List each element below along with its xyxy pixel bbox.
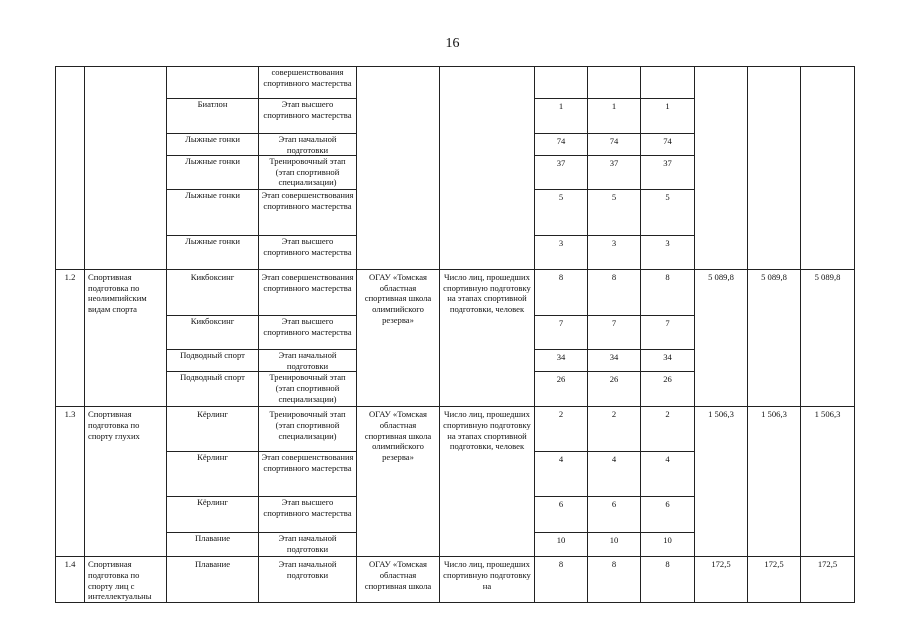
num-cell: [56, 67, 85, 270]
sport-cell: Кёрлинг: [167, 452, 259, 497]
value-cell: 26: [641, 372, 695, 407]
value-cell: 2: [588, 407, 641, 452]
funding-cell: 5 089,8: [748, 270, 801, 407]
funding-cell: 1 506,3: [801, 407, 855, 557]
value-cell: 8: [641, 557, 695, 603]
value-cell: 8: [535, 270, 588, 316]
stage-cell: Этап высшего спортивного мастерства: [259, 497, 357, 533]
table-row: [56, 67, 855, 99]
value-cell: 7: [588, 316, 641, 350]
value-cell: 10: [588, 533, 641, 557]
org-cell: ОГАУ «Томская областная спортивная школа: [357, 557, 440, 603]
table-row: [56, 270, 855, 316]
org-cell: [357, 67, 440, 270]
funding-cell: 5 089,8: [801, 270, 855, 407]
stage-cell: Тренировочный этап (этап спортивной специализации): [259, 407, 357, 452]
indicator-cell: [440, 67, 535, 270]
value-cell: 6: [641, 497, 695, 533]
value-cell: 7: [535, 316, 588, 350]
funding-cell: 172,5: [801, 557, 855, 603]
sport-cell: Лыжные гонки: [167, 156, 259, 190]
sport-cell: Лыжные гонки: [167, 134, 259, 156]
value-cell: [641, 67, 695, 99]
value-cell: 5: [641, 190, 695, 236]
indicator-cell: Число лиц, прошедших спортивную подготовку на этапах спортивной подготовки, человек: [440, 270, 535, 407]
funding-cell: 1 506,3: [695, 407, 748, 557]
funding-cell: 172,5: [695, 557, 748, 603]
table-row: [56, 407, 855, 452]
value-cell: 34: [641, 350, 695, 372]
sport-cell: Плавание: [167, 557, 259, 603]
value-cell: 2: [535, 407, 588, 452]
stage-cell: Этап начальной подготовки: [259, 557, 357, 603]
value-cell: 8: [535, 557, 588, 603]
value-cell: 6: [535, 497, 588, 533]
section-name: Спортивная подготовка по неолимпийским видам спорта: [85, 270, 167, 407]
sport-cell: Подводный спорт: [167, 372, 259, 407]
funding-cell: [748, 67, 801, 270]
value-cell: 34: [588, 350, 641, 372]
sport-cell: Биатлон: [167, 99, 259, 134]
value-cell: 37: [641, 156, 695, 190]
table-row: [56, 557, 855, 603]
value-cell: 8: [588, 270, 641, 316]
name-cell: [85, 67, 167, 270]
stage-cell: Этап высшего спортивного мастерства: [259, 236, 357, 270]
section-name: Спортивная подготовка по спорту глухих: [85, 407, 167, 557]
value-cell: 74: [535, 134, 588, 156]
value-cell: 1: [641, 99, 695, 134]
value-cell: 3: [588, 236, 641, 270]
value-cell: 37: [588, 156, 641, 190]
value-cell: [588, 67, 641, 99]
value-cell: 2: [641, 407, 695, 452]
value-cell: 8: [641, 270, 695, 316]
sports-plan-table: [55, 66, 855, 603]
value-cell: 10: [535, 533, 588, 557]
value-cell: 1: [535, 99, 588, 134]
sport-cell: [167, 67, 259, 99]
funding-cell: [801, 67, 855, 270]
value-cell: 7: [641, 316, 695, 350]
stage-cell: Этап начальной подготовки: [259, 533, 357, 557]
stage-cell: Этап высшего спортивного мастерства: [259, 316, 357, 350]
value-cell: 3: [641, 236, 695, 270]
sport-cell: Кёрлинг: [167, 407, 259, 452]
value-cell: 6: [588, 497, 641, 533]
sport-cell: Подводный спорт: [167, 350, 259, 372]
stage-cell: Этап начальной подготовки: [259, 134, 357, 156]
section-name: Спортивная подготовка по спорту лиц с интеллектуальны: [85, 557, 167, 603]
value-cell: 10: [641, 533, 695, 557]
section-number: 1.3: [56, 407, 85, 557]
indicator-cell: Число лиц, прошедших спортивную подготовку на этапах спортивной подготовки, человек: [440, 407, 535, 557]
funding-cell: 172,5: [748, 557, 801, 603]
value-cell: 4: [535, 452, 588, 497]
indicator-cell: Число лиц, прошедших спортивную подготовку на: [440, 557, 535, 603]
sport-cell: Кикбоксинг: [167, 316, 259, 350]
stage-cell: совершенствования спортивного мастерства: [259, 67, 357, 99]
value-cell: 34: [535, 350, 588, 372]
stage-cell: Этап совершенствования спортивного мастерства: [259, 452, 357, 497]
value-cell: 26: [588, 372, 641, 407]
value-cell: 26: [535, 372, 588, 407]
sport-cell: Лыжные гонки: [167, 236, 259, 270]
stage-cell: Этап совершенствования спортивного мастерства: [259, 190, 357, 236]
value-cell: 37: [535, 156, 588, 190]
stage-cell: Тренировочный этап (этап спортивной специализации): [259, 372, 357, 407]
funding-cell: [695, 67, 748, 270]
stage-cell: Тренировочный этап (этап спортивной специализации): [259, 156, 357, 190]
value-cell: 1: [588, 99, 641, 134]
value-cell: [535, 67, 588, 99]
sport-cell: Кёрлинг: [167, 497, 259, 533]
section-number: 1.4: [56, 557, 85, 603]
funding-cell: 1 506,3: [748, 407, 801, 557]
value-cell: 74: [588, 134, 641, 156]
value-cell: 4: [588, 452, 641, 497]
funding-cell: 5 089,8: [695, 270, 748, 407]
value-cell: 8: [588, 557, 641, 603]
value-cell: 4: [641, 452, 695, 497]
sport-cell: Плавание: [167, 533, 259, 557]
stage-cell: Этап совершенствования спортивного мастерства: [259, 270, 357, 316]
page-number: 16: [445, 36, 460, 51]
value-cell: 5: [588, 190, 641, 236]
org-cell: ОГАУ «Томская областная спортивная школа олимпийского резерва»: [357, 407, 440, 557]
sport-cell: Кикбоксинг: [167, 270, 259, 316]
stage-cell: Этап начальной подготовки: [259, 350, 357, 372]
value-cell: 3: [535, 236, 588, 270]
value-cell: 74: [641, 134, 695, 156]
value-cell: 5: [535, 190, 588, 236]
stage-cell: Этап высшего спортивного мастерства: [259, 99, 357, 134]
section-number: 1.2: [56, 270, 85, 407]
sport-cell: Лыжные гонки: [167, 190, 259, 236]
org-cell: ОГАУ «Томская областная спортивная школа олимпийского резерва»: [357, 270, 440, 407]
